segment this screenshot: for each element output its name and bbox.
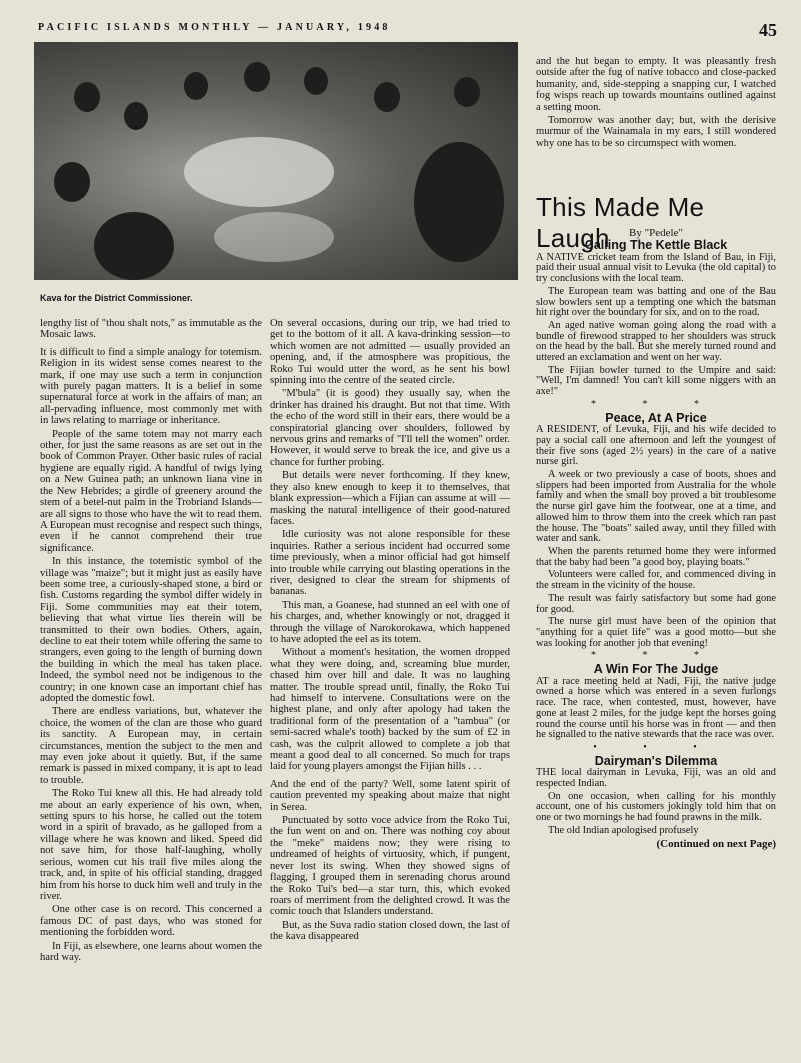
paragraph: The nurse girl must have been of the opinion that "anything for a quiet life" was a good motto—but she was looking for another job that evening!: [536, 616, 776, 649]
paragraph: An aged native woman going along the road with a bundle of firewood strapped to her shoulders was struck on the head by the ball. But she merely turned round and uttered an exclamation and went on her way.: [536, 319, 776, 364]
kava-photo: [34, 42, 518, 280]
paragraph: lengthy list of "thou shalt nots," as immutable as the Mosaic laws.: [40, 318, 262, 341]
paragraph: But, as the Suva radio station closed down, the last of the kava disappeared: [270, 919, 510, 943]
paragraph: When the parents returned home they were informed that the baby had been "a good boy, playing boats.": [536, 545, 776, 568]
paragraph: THE local dairyman in Levuka, Fiji, was an old and respected Indian.: [536, 767, 776, 790]
separator-stars: * * *: [591, 650, 721, 662]
story-heading: A Win For The Judge: [593, 662, 719, 677]
paragraph: Volunteers were called for, and commenced diving in the stream in the vicinity of the house.: [536, 569, 776, 592]
story-heading: Dairyman's Dilemma: [594, 753, 718, 768]
photo-caption: Kava for the District Commissioner.: [40, 293, 193, 303]
byline: By "Pedele": [629, 227, 683, 239]
paragraph: Idle curiosity was not alone responsible for these inquiries. Rather a serious incident had occurred some time previously, when a minor official had got himself into trouble while carrying out blasting operations in the river, designed to clear the stream for shipments of bananas.: [270, 529, 510, 598]
paragraph: One other case is on record. This concerned a famous DC of past days, who was stoned for mentioning the forbidden word.: [40, 904, 262, 939]
paragraph: A week or two previously a case of boots, shoes and slippers had been imported from Australia for the whole family and when the small boy proved a bit troublesome the nurse girl gave him the footwear, one at a time, and allowed him to throw them into the creek which ran past the house. The "boats" sailed away, until they filled with water and sank.: [536, 469, 776, 545]
column-3-stories: [536, 240, 776, 851]
running-header: PACIFIC ISLANDS MONTHLY — JANUARY, 1948: [38, 22, 391, 33]
paragraph: People of the same totem may not marry each other, for just the same reasons as are set out in the book of Common Prayer. Other basic rules of racial hygiene are equally rigid. A handful of twigs lying on a New Guinea path; an unknown liana vine in the New Hebrides; a girdle of greenery around the stem of a betel-nut palm in the Trobriand Islands—are all signs to those who have the wit to read them. A European must recognise and respect such things, even if he cannot comprehend their true significance.: [40, 428, 262, 554]
paragraph: Punctuated by sotto voce advice from the Roko Tui, the fun went on and on. There was nothing coy about the "meke" maidens now; they were rising to undreamed of heights of virtuosity, which, if pungent, never lost its swing. When they showed signs of flagging, I grouped them in serenading chorus around the Roko Tui's bed—a star turn, this, which evoked roars of merriment from the delighted crowd. It was the comic touch that Islanders understand.: [270, 815, 510, 918]
paragraph: The Roko Tui knew all this. He had already told me about an early experience of his own, when, setting spurs to his horse, he called out the totem word in a spirit of bravado, as he galloped from a village where he was known and liked. Speed did not save him, for those half-laughing, wholly serious, women cut his trail five miles along the track, and, in spite of his official standing, dragged him from his horse to duck him well and truly in the river.: [40, 788, 262, 902]
continued-note: (Continued on next Page): [656, 837, 776, 850]
paragraph: In this instance, the totemistic symbol of the village was "maize"; but it might just as easily have been some tree, a curiously-shaped stone, a bird or fish. Customs regarding the symbol differ widely in Fiji. Some communities may eat their totem, believing that what virtue lies therein will be transmitted to their own bodies. Others, again, decline to eat their totem while offering the same to strangers, even going to the length of burning down the building in which the meal has taken place. Indeed, the symbol need not be indigenous to the country; in one known case an important chief has adopted the domestic fowl.: [40, 556, 262, 704]
paragraph: The European team was batting and one of the Bau slow bowlers sent up a tempting one which the batsman hit right over the boundary for six, and on to the road.: [536, 285, 776, 319]
story-heading: Calling The Kettle Black: [584, 238, 728, 252]
paragraph: And the end of the party? Well, some latent spirit of caution prevented my speaking about maize that night in Serea.: [270, 778, 510, 813]
section-title: This Made Me Laugh: [536, 192, 705, 253]
paragraph: But details were never forthcoming. If they knew, they also knew enough to keep it to themselves, that blank expression—which a Fijian can assume at will —masking the natural intelligence of their good-natured faces.: [270, 470, 510, 527]
paragraph: There are endless variations, but, whatever the choice, the women of the clan are those who guard its sanctity. A European may, in certain circumstances, mention the subject to the men and may even joke about it quietly. But, if the same remark is passed in mixed company, it is apt to lead to trouble.: [40, 706, 262, 786]
column-1: [40, 318, 262, 965]
paragraph: This man, a Goanese, had stunned an eel with one of his charges, and, whether knowingly or not, dragged it through the village of Narokorokawa, which happened to have adopted the eel as its totem.: [270, 599, 510, 645]
paragraph: Tomorrow was another day; but, with the derisive murmur of the Wainamala in my ears, I still wondered why one has to be so circumspect with women.: [536, 115, 776, 149]
paragraph: The result was fairly satisfactory but some had gone for good.: [536, 592, 776, 615]
page-number: 45: [759, 20, 777, 40]
separator-stars: * * *: [591, 398, 721, 410]
paragraph: On several occasions, during our trip, we had tried to get to the bottom of it all. A kava-drinking session—to which women are not admitted — usually provided an opening, and, if the atmosphere was propitious, the Roko Tui would utter the word, as he sent his bowl spinning into the centre of the seated circle.: [270, 318, 510, 387]
column-3-top: [536, 56, 776, 151]
paragraph: It is difficult to find a simple analogy for totemism. Religion in its widest sense comes nearest to the mark, if one may use such a term in conjunction with purely pagan matters. It is a belief in some supernatural force at work in the affairs of man; an all-pervading influence, most commonly met with in laws relating to marriage or inheritance.: [40, 346, 262, 427]
column-2: [270, 318, 510, 945]
paragraph: A RESIDENT, of Levuka, Fiji, and his wife decided to pay a social call one afternoon and left the youngest of their five sons (aged 2½ years) in the care of a native nurse girl.: [536, 424, 776, 468]
paragraph: AT a race meeting held at Nadi, Fiji, the native judge owned a horse which was entered in a seven furlongs race. The race, when contested, must, however, have gone at least 2 miles, for the judge kept the horses going round the course until his horse was in front — and then he signalled to the native stewards that the race was over.: [536, 675, 776, 741]
separator-dots: • • •: [593, 741, 719, 753]
paragraph: and the hut began to empty. It was pleasantly fresh outside after the fug of native tobacco and close-packed humanity, and, side-stepping a snapping cur, I watched fog wisps reach up towards mountains outlined against a setting moon.: [536, 56, 776, 113]
paragraph: "M'bula" (it is good) they usually say, when the drinker has drained his draught. But not that time. With the echo of the word still in their ears, there would be a conspiratorial glancing over shoulders, followed by nervous grins and remarks of "I'll tell the women" order. However, it would serve to break the ice, and give us a chance for further probing.: [270, 388, 510, 468]
paragraph: The Fijian bowler turned to the Umpire and said: "Well, I'm damned! You can't kill some niggers with an axe!": [536, 364, 776, 398]
paragraph: The old Indian apologised profusely: [548, 824, 699, 836]
paragraph: A NATIVE cricket team from the Island of Bau, in Fiji, paid their usual annual visit to Levuka (the old capital) to try conclusions with the local team.: [536, 251, 776, 285]
paragraph: On one occasion, when calling for his monthly account, one of his customers jokingly told him that on one or two mornings he had found prawns in the milk.: [536, 790, 776, 824]
paragraph: In Fiji, as elsewhere, one learns about women the hard way.: [40, 940, 262, 963]
story-heading: Peace, At A Price: [605, 410, 707, 425]
paragraph: Without a moment's hesitation, the women dropped what they were doing, and, screaming blue murder, chased him over hill and dale. It was no laughing matter. The trouble spread until, finally, the Roko Tui had himself to intervene. Consultations were on the highest plane, and only after apology had taken the traditional form of the presentation of a "tambua" (or semi-sacred whale's tooth) backed by the sum of £2 in cash, was the culprit allowed to complete a job that meant a good deal to all concerned. So much for traps laid for young players amongst the Fijian hills . . .: [270, 647, 510, 773]
